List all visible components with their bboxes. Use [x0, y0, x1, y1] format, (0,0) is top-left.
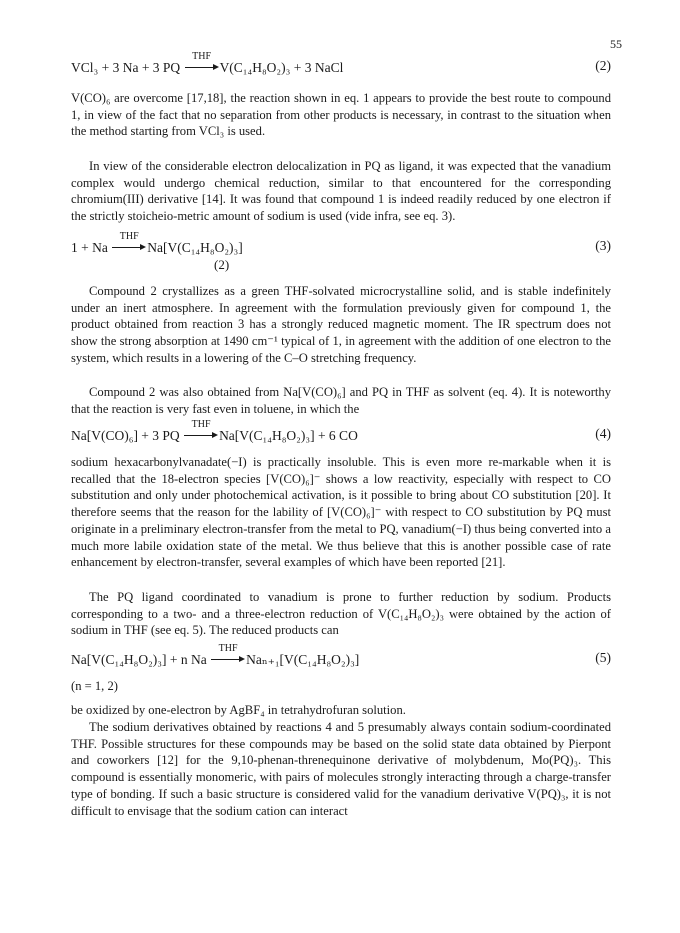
equation-3 — [71, 231, 611, 260]
eq5-condition: (n = 1, 2) — [71, 679, 118, 693]
eq5-rhs: Naₙ₊₁[V(C₁₄H₈O₂)₃] — [246, 652, 360, 667]
eq3-arrow-label: THF — [119, 231, 139, 242]
eq3-number: (3) — [595, 238, 611, 253]
equation-5 — [71, 643, 611, 672]
paragraph-8: The sodium derivatives obtained by reactions 4 and 5 presumably always contain sodium-coordinated THF. Possible structures for these compounds may be based on the solid state data obtained by Pierpont and coworkers [12] for the 9,10-phenan-threnequinone derivative of molybdenum, Mo(PQ)₃. This compound is essentially monomeric, with pairs of molecules strongly interacting through a charge-transfer type of bonding. If such a basic structure is considered valid for the vanadium derivative V(PQ)₃, it is not difficult to envisage that the sodium cation can interact — [71, 720, 611, 818]
eq3-lhs: 1 + Na — [71, 240, 108, 255]
eq3-rhs: Na[V(C₁₄H₈O₂)₃] — [147, 240, 243, 255]
page-number: 55 — [610, 37, 622, 51]
paragraph-4: Compound 2 was also obtained from Na[V(CO)₆] and PQ in THF as solvent (eq. 4). It is noteworthy that the reaction is very fast even in toluene, in which the — [71, 385, 611, 416]
equation-2 — [71, 51, 611, 80]
eq5-lhs: Na[V(C₁₄H₈O₂)₃] + n Na — [71, 652, 207, 667]
paragraph-3: Compound 2 crystallizes as a green THF-solvated microcrystalline solid, and is stable indefinitely under an inert atmosphere. In agreement with the formulation previously given for compound 1, the product obtained from reaction 3 has a strongly reduced magnetic moment. The IR spectrum does not show the strong absorption at 1490 cm⁻¹ typical of 1, in agreement with the addition of one electron to the system, which results in a lowering of the C–O stretching frequency. — [71, 284, 611, 365]
equation-4 — [71, 419, 611, 448]
eq3-compound-label: (2) — [214, 257, 230, 272]
paragraph-2: In view of the considerable electron delocalization in PQ as ligand, it was expected that the vanadium complex would undergo chemical reduction, similar to that encountered for the corresponding chromium(III) derivative [14]. It was found that compound 1 is indeed readily reduced by one electron if the strictly stoicheio-metric amount of sodium is used (vide infra, see eq. 3). — [71, 159, 611, 224]
eq4-lhs: Na[V(CO)₆] + 3 PQ — [71, 428, 180, 443]
eq5-number: (5) — [595, 650, 611, 665]
eq2-arrow-label: THF — [192, 51, 212, 62]
paragraph-6: The PQ ligand coordinated to vanadium is prone to further reduction by sodium. Products corresponding to a two- and a three-electron reduction of V(C₁₄H₈O₂)₃ were obtained by the action of sodium in THF (see eq. 5). The reduced products can — [71, 590, 611, 638]
paragraph-5: sodium hexacarbonylvanadate(−I) is practically insoluble. This is even more re-markable when it is recalled that the 18-electron species [V(CO)₆]⁻ shows a low reactivity, especially with respect to CO substitution and only under photochemical activation, is it possible to bring about CO substitution [20]. It therefore seems that the reason for the lability of [V(CO)₆]⁻ with respect to CO substitution by PQ must originate in a preliminary electron-transfer from the metal to PQ, vanadium(−I) thus being converted into a much more labile oxidation state of the metal. We thus believe that this is another possible case of rate enhancement by electron-transfer, several examples of which have been reported [21]. — [71, 455, 611, 570]
paragraph-7: be oxidized by one-electron by AgBF₄ in tetrahydrofuran solution. — [71, 703, 406, 717]
eq2-rhs: V(C₁₄H₈O₂)₃ + 3 NaCl — [219, 60, 344, 75]
eq2-number: (2) — [595, 58, 611, 73]
reaction-arrow-icon — [184, 419, 218, 440]
paragraph-1: V(CO)₆ are overcome [17,18], the reaction shown in eq. 1 appears to provide the best route to compound 1, in view of the fact that no separation from other products is necessary, in contrast to the situation when the method starting from VCl₃ is used. — [71, 91, 611, 139]
eq2-lhs: VCl₃ + 3 Na + 3 PQ — [71, 60, 181, 75]
eq4-arrow-label: THF — [191, 419, 211, 430]
reaction-arrow-icon — [185, 51, 219, 72]
reaction-arrow-icon — [211, 643, 245, 664]
eq5-arrow-label: THF — [218, 643, 238, 654]
eq4-number: (4) — [595, 426, 611, 441]
eq4-rhs: Na[V(C₁₄H₈O₂)₃] + 6 CO — [219, 428, 358, 443]
reaction-arrow-icon — [112, 231, 146, 252]
